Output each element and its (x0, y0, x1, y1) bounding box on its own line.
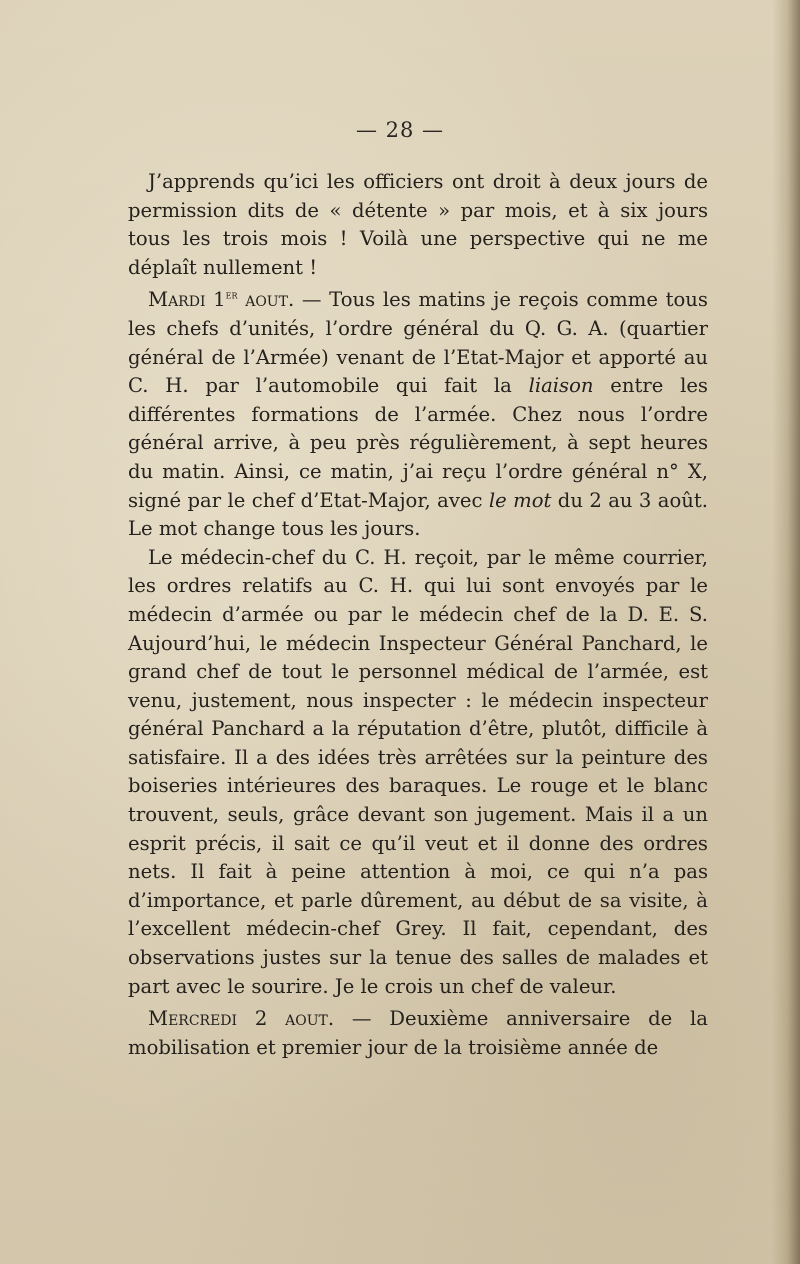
liaison-italic: liaison (528, 374, 594, 398)
mercredi-text: — Deuxième anniversaire de la mobilisation et premier jour de la troisième année de (128, 1007, 708, 1059)
date-mardi-month: aout. (245, 288, 295, 312)
date-mardi-day: Mardi 1 (148, 288, 226, 312)
paragraph-permission: J’apprends qu’ici les officiers ont droit à deux jours de permission dits de « détente » par mois, et à six jours tous les trois mois ! Voilà une perspective qui ne me déplaît nullement ! (128, 170, 708, 279)
body-text (128, 168, 708, 1062)
date-mercredi: Mercredi 2 aout. (148, 1007, 335, 1031)
paragraph-mardi (128, 286, 708, 543)
paragraph-inspection: Le médecin-chef du C. H. reçoit, par le même courrier, les ordres relatifs au C. H. qui lui sont envoyés par le médecin d’armée ou par le médecin chef de la D. E. S. Aujourd’hui, le médecin Inspecteur Général Panchard, le grand chef de tout le personnel médical de l’armée, est venu, justement, nous inspecter : le médecin inspecteur général Panchard a la réputation d’être, plutôt, difficile à satisfaire. Il a des idées très arrêtées sur la peinture des boiseries intérieures des baraques. Le rouge et le blanc trouvent, seuls, grâce devant son jugement. Mais il a un esprit précis, il sait ce qu’il veut et il donne des ordres nets. Il fait à peine attention à moi, ce qui n’a pas d’importance, et parle dûrement, au début de sa visite, à l’excellent médecin-chef Grey. Il fait, cependant, des observations justes sur la tenue des salles de malades et part avec le sourire. Je le crois un chef de valeur. (128, 545, 708, 998)
mardi-text-1: — Tous les matins je reçois comme tous les chefs d’unités, l’ordre général du Q. G. A. (quartier général de l’Armée) venant de l’Etat-Major et apporté au C. H. par l’automobile qui fait la (128, 288, 708, 398)
mardi-text-2: entre les différentes formations de l’armée. Chez nous l’ordre général arrive, à peu près régulièrement, à sept heures du matin. Ainsi, ce matin, j’ai reçu l’ordre général n° X, signé par le chef d’Etat-Major, avec (128, 374, 708, 512)
paragraph-mercredi (128, 1005, 708, 1062)
page-number: — 28 — (355, 118, 445, 142)
date-mardi (148, 288, 294, 311)
le-mot-italic: le mot (488, 488, 552, 512)
mardi-text-3: du 2 au 3 août. Le mot change tous les jours. (128, 488, 708, 541)
page-edge-shadow (772, 0, 800, 1264)
date-mardi-sup: er (225, 287, 238, 302)
